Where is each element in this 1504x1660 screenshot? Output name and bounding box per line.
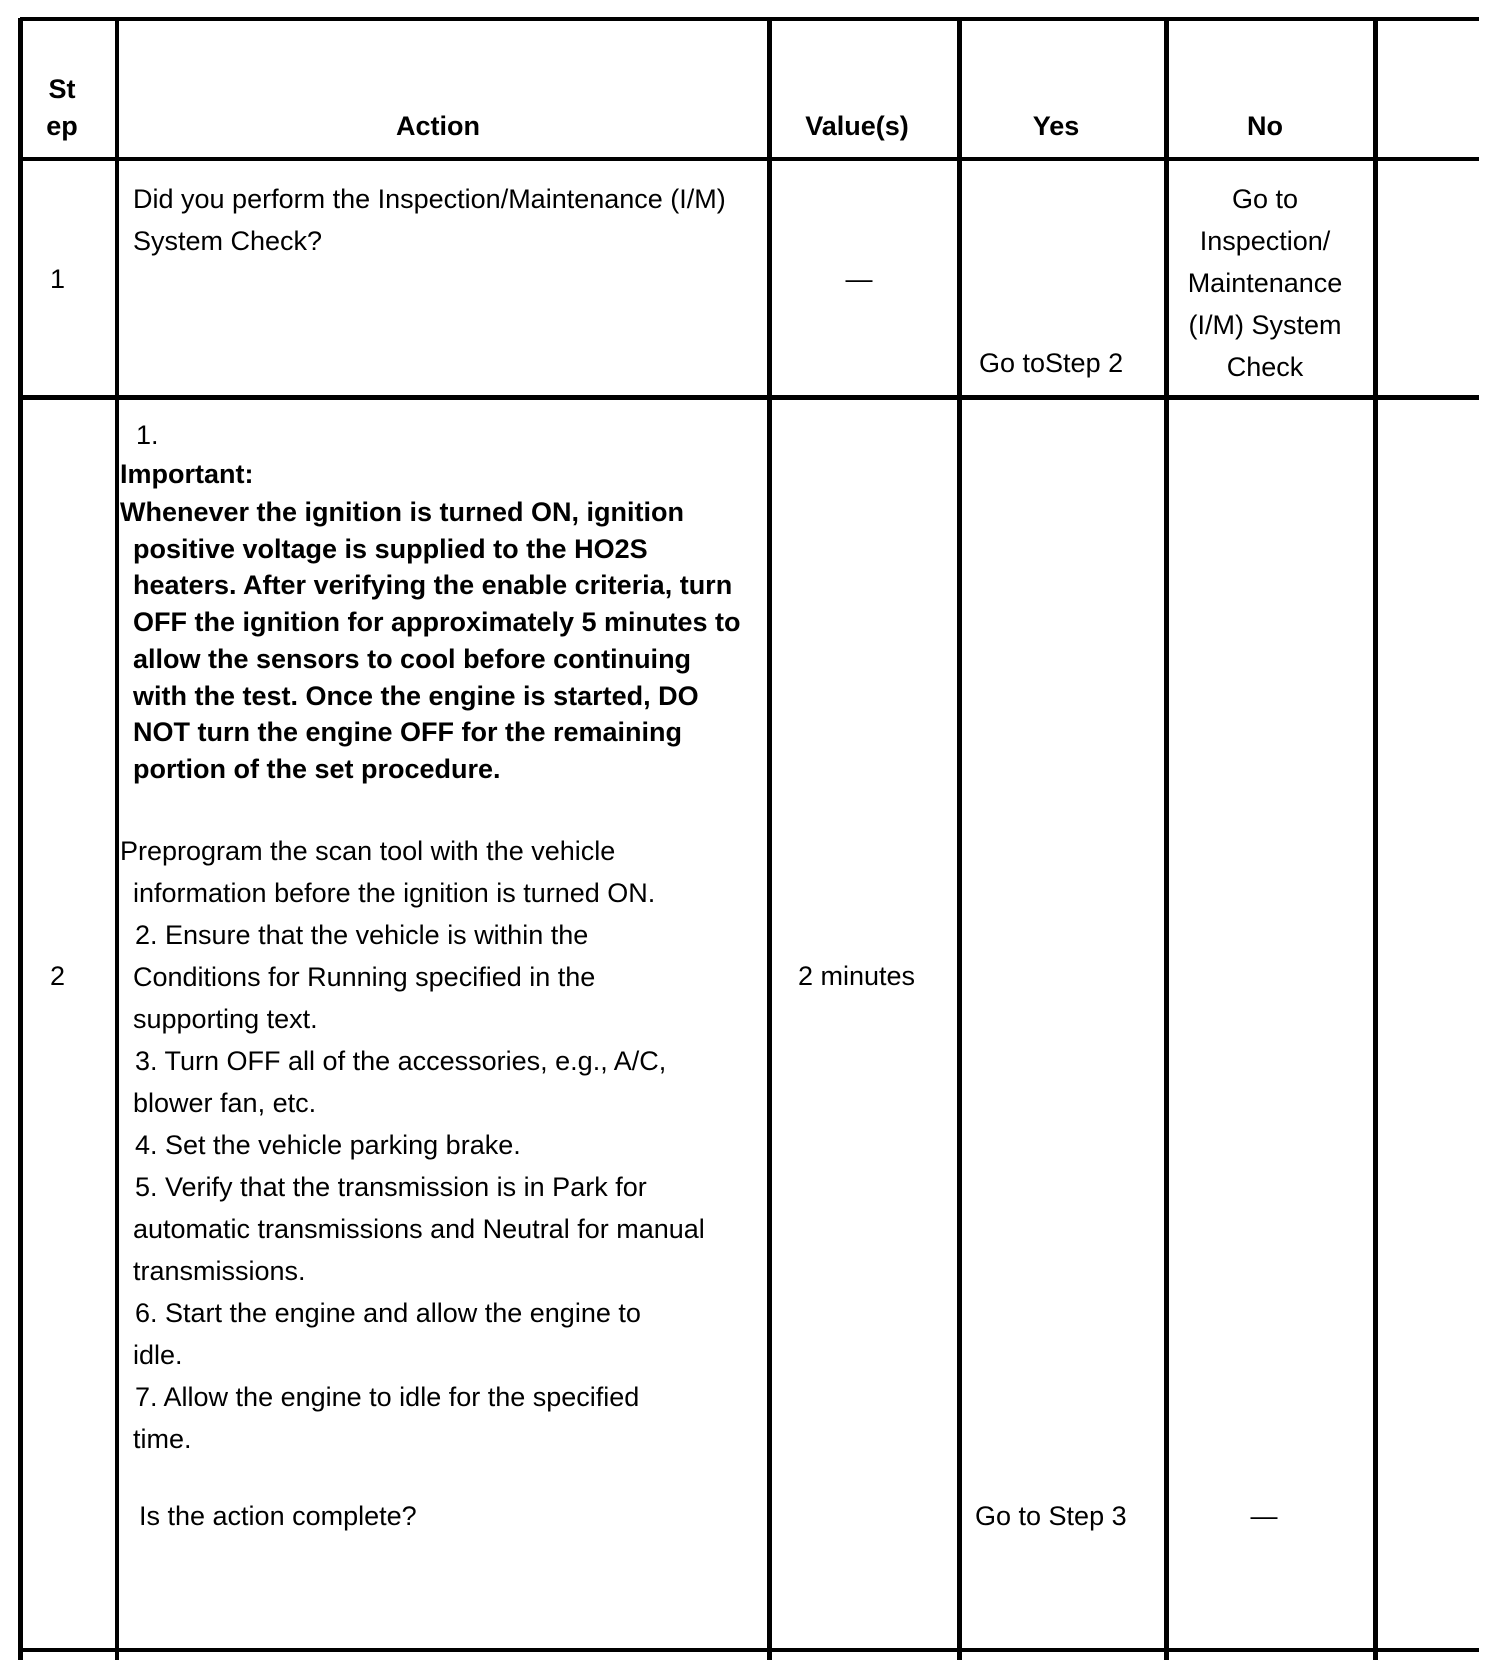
row-1-action: Did you perform the Inspection/Maintenance (I/M) System Check?: [133, 184, 726, 256]
header-action: Action: [396, 111, 480, 141]
col-border-value-yes: [957, 18, 962, 1660]
step-number-1: 1: [50, 264, 66, 294]
row-2-value: 2 minutes: [798, 961, 916, 991]
col-border-yes-no: [1164, 18, 1169, 1660]
col-border-step-action: [115, 18, 119, 1660]
procedure-item-2: 2. Ensure that the vehicle is within the Conditions for Running specified in the supporting text.: [133, 920, 596, 1034]
procedure-steps: [133, 914, 705, 1460]
table-top-border: [20, 17, 1479, 21]
header-no: No: [1247, 111, 1283, 141]
important-note: Whenever the ignition is turned ON, ignition positive voltage is supplied to the HO2S heaters. After verifying the enable criteria, turn OFF the ignition for approximately 5 minutes to allow the sensors to cool before continuing with the test. Once the engine is started, DO NOT turn the engine OFF for the remaining portion of the set procedure.: [120, 497, 741, 784]
header-values: Value(s): [805, 111, 909, 141]
header-yes: Yes: [1032, 111, 1080, 141]
row-divider: [20, 395, 1479, 400]
header-divider: [20, 157, 1479, 161]
row-1-no: Go to Inspection/ Maintenance (I/M) System Check: [1187, 184, 1343, 382]
completion-question: Is the action complete?: [139, 1501, 417, 1531]
item-1-number: 1.: [136, 420, 159, 450]
procedure-item-3: 3. Turn OFF all of the accessories, e.g., A/C, blower fan, etc.: [133, 1046, 667, 1118]
procedure-item-6: 6. Start the engine and allow the engine to idle.: [133, 1298, 641, 1370]
row-1-value: —: [845, 264, 873, 294]
important-label: Important:: [120, 459, 254, 489]
preprogram-note: Preprogram the scan tool with the vehicle information before the ignition is turned ON.: [120, 836, 656, 908]
col-border-right: [1373, 18, 1378, 1660]
procedure-item-7: 7. Allow the engine to idle for the specified time.: [133, 1382, 640, 1454]
row-2-no: —: [1250, 1501, 1278, 1531]
procedure-item-4: 4. Set the vehicle parking brake.: [135, 1130, 521, 1160]
col-border-action-value: [767, 18, 772, 1660]
col-border-left: [18, 18, 23, 1660]
header-step: St ep: [46, 74, 78, 142]
step-number-2: 2: [50, 961, 66, 991]
row-2-yes: Go to Step 3: [975, 1501, 1127, 1531]
table-bottom-border: [20, 1648, 1479, 1652]
row-1-yes: Go toStep 2: [979, 348, 1124, 378]
procedure-item-5: 5. Verify that the transmission is in Park for automatic transmissions and Neutral for manual transmissions.: [133, 1172, 705, 1286]
